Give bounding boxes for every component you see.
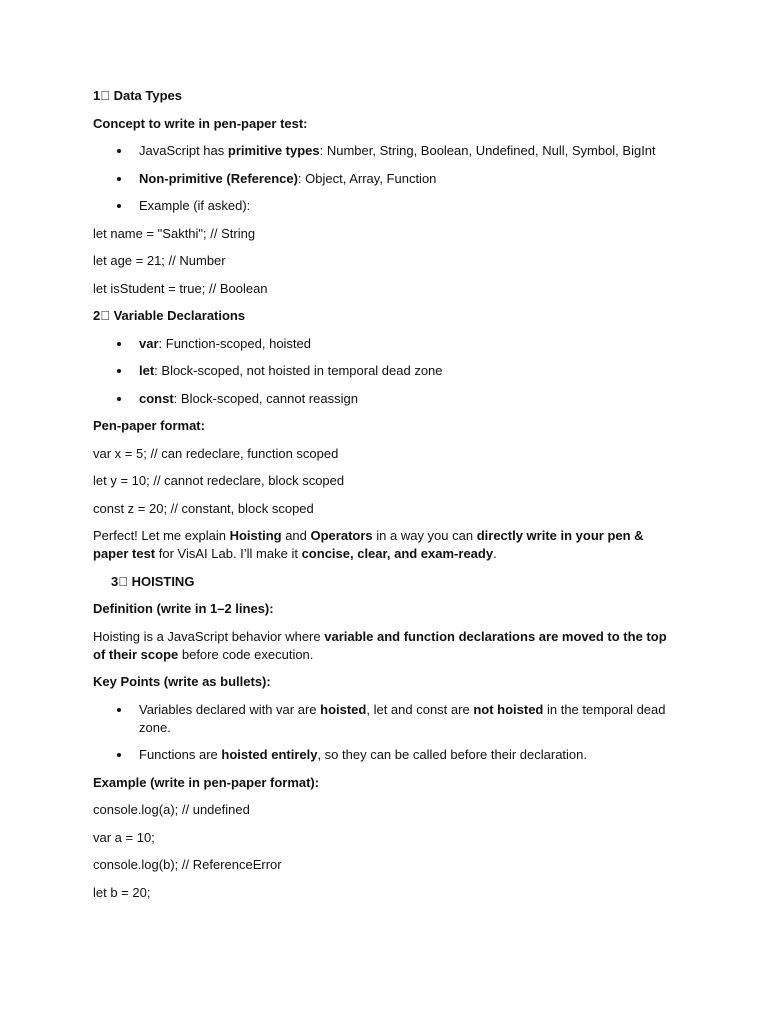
code-line: let b = 20; (93, 884, 151, 900)
section-heading-hoisting: 3⃣ HOISTING (111, 573, 195, 589)
list-item: var: Function-scoped, hoisted (93, 335, 673, 353)
code-line: let isStudent = true; // Boolean (93, 280, 268, 296)
code-line: let name = "Sakthi"; // String (93, 225, 256, 241)
section-heading-data-types: 1⃣ Data Types (93, 88, 182, 103)
code-line: var a = 10; (93, 829, 155, 845)
list-item: let: Block-scoped, not hoisted in temporal dead zone (93, 362, 673, 380)
list-item: Variables declared with var are hoisted, let and const are not hoisted in the temporal dead zone. (93, 701, 673, 737)
section-heading-variable-declarations: 2⃣ Variable Declarations (93, 308, 246, 323)
definition-paragraph: Hoisting is a JavaScript behavior where variable and function declarations are moved to the top of their scope before code execution. (93, 628, 667, 662)
code-line: let age = 21; // Number (93, 253, 226, 268)
key-points-label: Key Points (write as bullets): (93, 674, 271, 689)
code-line: var x = 5; // can redeclare, function scoped (93, 445, 339, 461)
code-line: console.log(b); // ReferenceError (93, 857, 282, 872)
list-item: Example (if asked): (93, 197, 673, 215)
code-line: const z = 20; // constant, block scoped (93, 500, 314, 516)
list-item: Functions are hoisted entirely, so they can be called before their declaration. (93, 746, 673, 764)
list-item: const: Block-scoped, cannot reassign (93, 390, 673, 408)
example-label: Example (write in pen-paper format): (93, 774, 320, 790)
concept-label: Concept to write in pen-paper test: (93, 115, 308, 131)
pen-paper-format-label: Pen-paper format: (93, 418, 205, 433)
data-types-list (93, 142, 673, 215)
code-line: console.log(a); // undefined (93, 802, 250, 817)
document-body (93, 87, 673, 911)
intro-paragraph: Perfect! Let me explain Hoisting and Operators in a way you can directly write in your pen & paper test for VisAI Lab. I’ll make it concise, clear, and exam-ready. (93, 528, 644, 561)
list-item: JavaScript has primitive types: Number, String, Boolean, Undefined, Null, Symbol, BigInt (93, 142, 673, 160)
code-line: let y = 10; // cannot redeclare, block scoped (93, 473, 345, 488)
list-item: Non-primitive (Reference): Object, Array, Function (93, 170, 673, 188)
definition-label: Definition (write in 1–2 lines): (93, 601, 274, 616)
key-points-list (93, 701, 673, 765)
variable-declarations-list (93, 335, 673, 408)
